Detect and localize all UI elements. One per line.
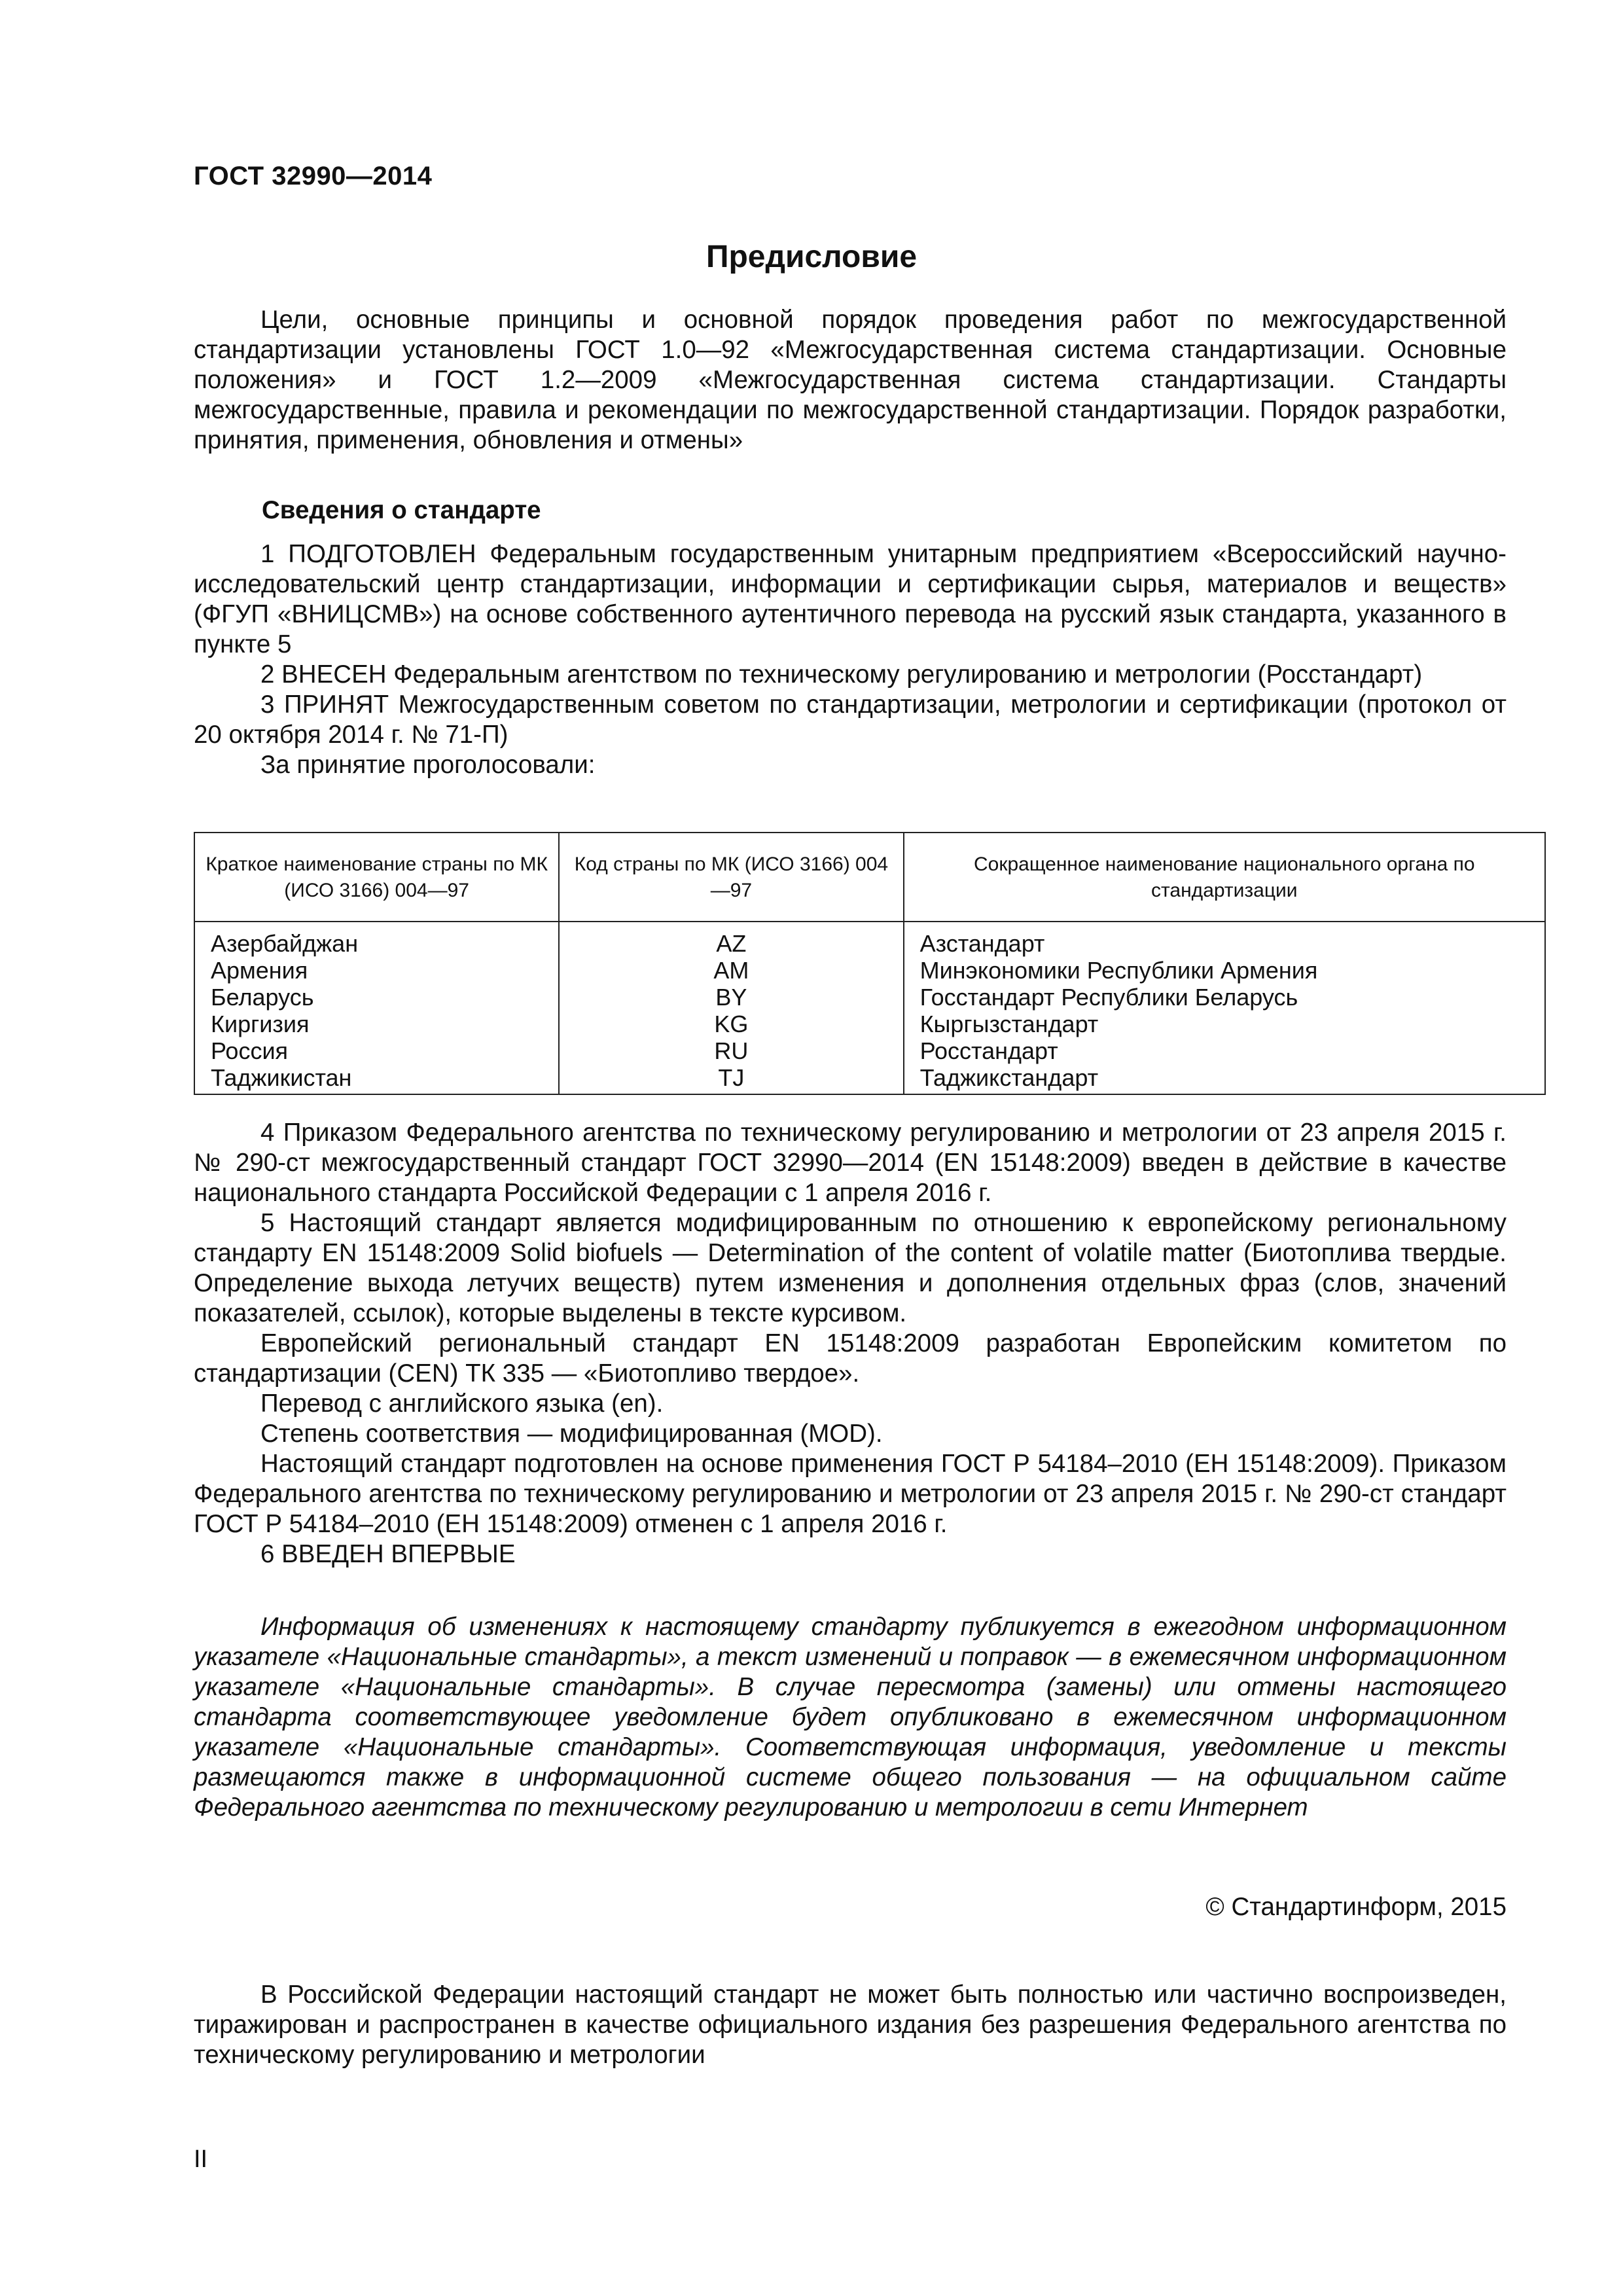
table-row	[194, 1037, 1545, 1064]
cell-body: Минэкономики Республики Армения	[904, 957, 1545, 984]
header-country-name: Краткое наименование страны по МК (ИСО 3166) 004—97	[194, 833, 559, 922]
cell-body: Госстандарт Республики Беларусь	[904, 984, 1545, 1011]
cell-code: TJ	[559, 1064, 903, 1094]
basis-note: Настоящий стандарт подготовлен на основе применения ГОСТ Р 54184–2010 (ЕН 15148:2009). Приказом Федерального агентства по техническому регулированию и метрологии от 23 апреля 2015 г. № 290-ст стандарт ГОСТ Р 54184–2010 (ЕН 15148:2009) отменен с 1 апреля 2016 г.	[194, 1450, 1507, 1538]
cell-code: BY	[559, 984, 903, 1011]
table-row	[194, 957, 1545, 984]
cell-code: AM	[559, 957, 903, 984]
info-item-1: 1 ПОДГОТОВЛЕН Федеральным государственным унитарным предприятием «Всероссийский научно-исследовательский центр стандартизации, информации и сертификации сырья, материалов и веществ» (ФГУП «ВНИЦСМВ») на основе собственного аутентичного перевода на русский язык стандарта, указанного в пункте 5	[194, 540, 1507, 658]
header-country-code: Код страны по МК (ИСО 3166) 004—97	[559, 833, 903, 922]
info-item-4: 4 Приказом Федерального агентства по техническому регулированию и метрологии от 23 апреля 2015 г. № 290-ст межгосударственный стандарт ГОСТ 32990—2014 (EN 15148:2009) введен в действие в качестве национального стандарта Российской Федерации с 1 апреля 2016 г.	[194, 1119, 1507, 1207]
cell-body: Кыргызстандарт	[904, 1011, 1545, 1037]
cell-country: Россия	[194, 1037, 559, 1064]
cell-country: Азербайджан	[194, 922, 559, 957]
cell-body: Азстандарт	[904, 922, 1545, 957]
cell-country: Таджикистан	[194, 1064, 559, 1094]
cell-body: Росстандарт	[904, 1037, 1545, 1064]
info-item-6: 6 ВВЕДЕН ВПЕРВЫЕ	[260, 1540, 516, 1568]
doc-code: ГОСТ 32990—2014	[194, 162, 433, 190]
info-block-continued	[194, 1118, 1507, 1570]
voting-table	[194, 832, 1546, 1095]
info-heading: Сведения о стандарте	[262, 496, 541, 524]
voted-label: За принятие проголосовали:	[260, 751, 596, 779]
translation-note: Перевод с английского языка (en).	[260, 1390, 664, 1418]
foreword-intro-block	[194, 305, 1507, 456]
cell-code: AZ	[559, 922, 903, 957]
copyright: © Стандартинформ, 2015	[1205, 1893, 1507, 1921]
rights-notice: В Российской Федерации настоящий стандарт не может быть полностью или частично воспроизведен, тиражирован и распространен в качестве официального издания без разрешения Федерального агентства по техническому регулированию и метрологии	[194, 1981, 1507, 2069]
table-row	[194, 922, 1545, 957]
table-row	[194, 1011, 1545, 1037]
header-national-body: Сокращенное наименование национального органа по стандартизации	[904, 833, 1545, 922]
notice-block	[194, 1612, 1507, 1823]
rights-block	[194, 1980, 1507, 2070]
cell-country: Армения	[194, 957, 559, 984]
info-item-5: 5 Настоящий стандарт является модифицированным по отношению к европейскому региональному стандарту EN 15148:2009 Solid biofuels — Determination of the content of volatile matter (Биотоплива твердые. Определение выхода летучих веществ) путем изменения и дополнения отдельных фраз (слов, значений показателей, ссылок), которые выделены в тексте курсивом.	[194, 1209, 1507, 1327]
cell-country: Беларусь	[194, 984, 559, 1011]
copyright-block	[194, 1892, 1507, 1922]
change-notice: Информация об изменениях к настоящему стандарту публикуется в ежегодном информационном указателе «Национальные стандарты», а текст изменений и поправок — в ежемесячном информационном указателе «Национальные стандарты». В случае пересмотра (замены) или отмены настоящего стандарта соответствующее уведомление будет опубликовано в ежемесячном информационном указателе «Национальные стандарты». Соответствующая информация, уведомление и тексты размещаются также в информационной системе общего пользования — на официальном сайте Федерального агентства по техническому регулированию и метрологии в сети Интернет	[194, 1613, 1507, 1821]
cell-code: KG	[559, 1011, 903, 1037]
european-standard-note: Европейский региональный стандарт EN 15148:2009 разработан Европейским комитетом по стандартизации (CEN) ТК 335 — «Биотопливо твердое».	[194, 1329, 1507, 1388]
table-row	[194, 984, 1545, 1011]
degree-note: Степень соответствия — модифицированная (MOD).	[260, 1420, 883, 1448]
page-number: II	[194, 2145, 208, 2173]
table-row	[194, 1064, 1545, 1094]
cell-body: Таджикстандарт	[904, 1064, 1545, 1094]
info-item-3: 3 ПРИНЯТ Межгосударственным советом по стандартизации, метрологии и сертификации (протокол от 20 октября 2014 г. № 71-П)	[194, 691, 1507, 749]
foreword-intro: Цели, основные принципы и основной порядок проведения работ по межгосударственной стандартизации установлены ГОСТ 1.0—92 «Межгосударственная система стандартизации. Основные положения» и ГОСТ 1.2—2009 «Межгосударственная система стандартизации. Стандарты межгосударственные, правила и рекомендации по межгосударственной стандартизации. Порядок разработки, принятия, применения, обновления и отмены»	[194, 306, 1507, 454]
foreword-title: Предисловие	[705, 240, 918, 274]
info-block	[194, 539, 1507, 780]
info-item-2: 2 ВНЕСЕН Федеральным агентством по техническому регулированию и метрологии (Росстандарт)	[260, 660, 1423, 689]
cell-code: RU	[559, 1037, 903, 1064]
cell-country: Киргизия	[194, 1011, 559, 1037]
table-header-row	[194, 833, 1545, 922]
voting-table-wrap	[194, 832, 1546, 1095]
